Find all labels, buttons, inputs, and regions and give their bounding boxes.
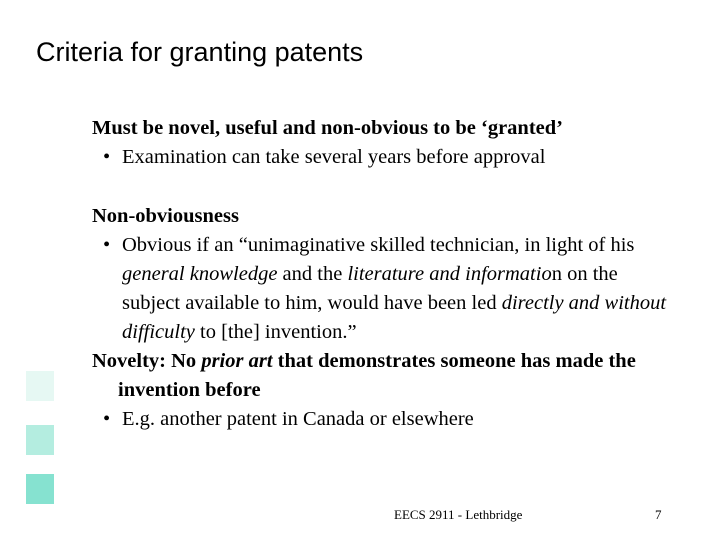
slide-title: Criteria for granting patents xyxy=(36,37,364,67)
emphasis-directly: directly and without difficulty xyxy=(122,292,667,343)
page-number: 7 xyxy=(655,507,662,522)
emphasis-prior-art: prior art xyxy=(201,350,273,372)
emphasis-literature: literature and informatio xyxy=(347,263,552,285)
heading-text-part: that demonstrates someone has made the invention before xyxy=(118,350,636,401)
novelty-heading xyxy=(92,347,672,405)
non-obviousness-heading: Non-obviousness xyxy=(92,205,239,227)
heading-text-part: Novelty: No xyxy=(92,350,202,372)
bullet-icon: • xyxy=(103,234,111,256)
bullet-text-part: to [the] invention.” xyxy=(194,321,357,343)
footer-course: EECS 2911 - Lethbridge xyxy=(394,507,523,522)
obvious-definition-bullet xyxy=(92,231,672,347)
examination-bullet xyxy=(92,143,672,172)
decorative-square-dark xyxy=(26,474,54,504)
slide-body xyxy=(92,114,672,434)
bullet-text: Examination can take several years before approval xyxy=(122,146,546,168)
bullet-icon: • xyxy=(103,146,111,168)
decorative-square-mid xyxy=(26,425,54,455)
bullet-text: E.g. another patent in Canada or elsewhere xyxy=(122,408,474,430)
bullet-text-part: and the xyxy=(277,263,348,285)
example-bullet xyxy=(92,405,672,434)
bullet-text-part: n on the subject available to him, would have been led xyxy=(122,263,618,314)
bullet-icon: • xyxy=(103,408,111,430)
decorative-square-light xyxy=(26,371,54,401)
emphasis-general-knowledge: general knowledge xyxy=(122,263,278,285)
novel-useful-heading: Must be novel, useful and non-obvious to be ‘granted’ xyxy=(92,117,563,139)
bullet-text-part: Obvious if an “unimaginative skilled technician, in light of his xyxy=(122,234,635,256)
